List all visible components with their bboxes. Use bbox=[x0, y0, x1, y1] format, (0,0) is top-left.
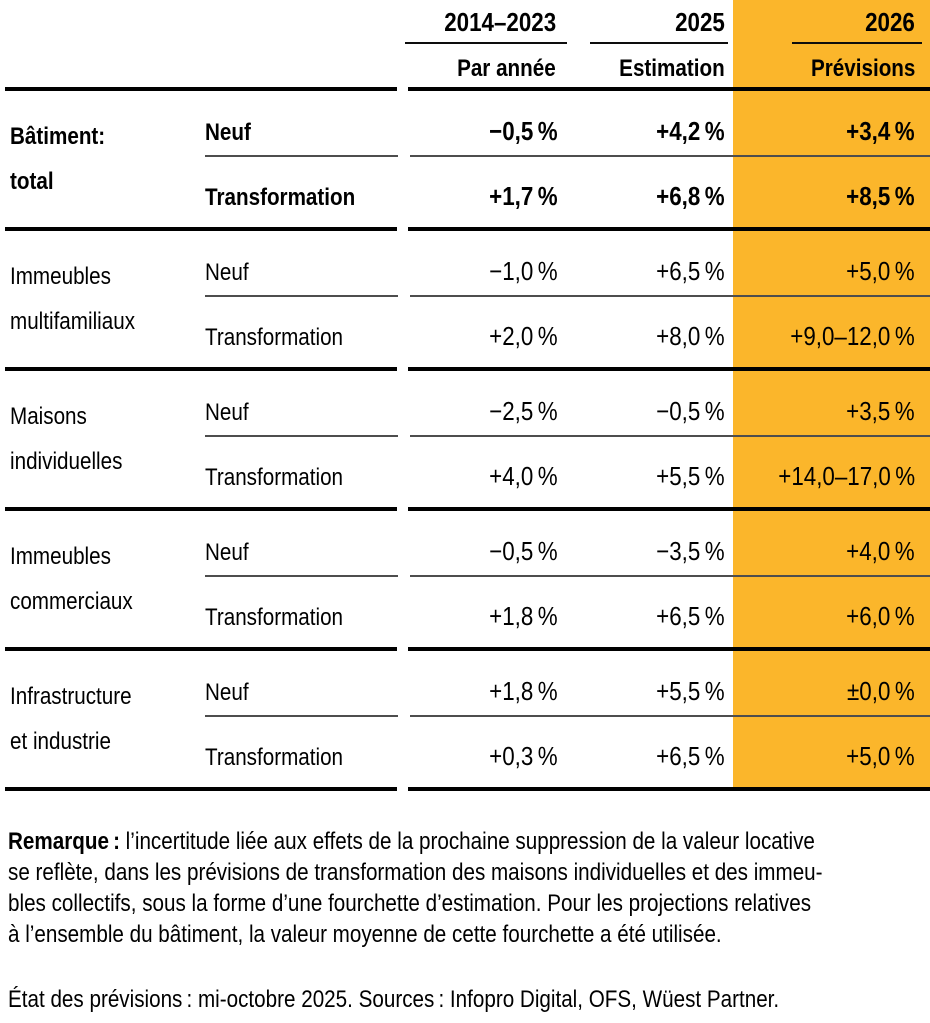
note-line: l’incertitude liée aux effets de la prochaine suppression de la valeur locative bbox=[119, 828, 815, 855]
row-type-label: Transformation bbox=[205, 744, 344, 771]
value-cell-highlighted: +4,0 % bbox=[846, 536, 915, 566]
value-cell: +8,0 % bbox=[656, 321, 725, 351]
row-type-label: Neuf bbox=[205, 399, 249, 426]
table-row-transformation bbox=[0, 157, 930, 227]
column-header-2026 bbox=[733, 0, 930, 83]
row-type-label: Transformation bbox=[205, 184, 356, 211]
row-type-label: Neuf bbox=[205, 259, 249, 286]
value-cell: +1,8 % bbox=[489, 676, 558, 706]
column-subheader: Prévisions bbox=[810, 55, 915, 82]
table-row-neuf bbox=[0, 231, 930, 295]
value-cell: +1,7 % bbox=[489, 181, 558, 211]
table-row-transformation bbox=[0, 297, 930, 367]
value-cell: −0,5 % bbox=[656, 396, 725, 426]
column-subheader: Par année bbox=[457, 55, 556, 82]
period-label: 2025 bbox=[675, 7, 725, 37]
header-underline bbox=[792, 42, 922, 44]
row-type-label: Neuf bbox=[205, 119, 251, 146]
table-section-immeubles-commerciaux bbox=[0, 511, 930, 651]
value-cell: +4,0 % bbox=[489, 461, 558, 491]
category-label: Bâtiment: total bbox=[10, 123, 106, 195]
table-row-neuf bbox=[0, 371, 930, 435]
table-row-neuf bbox=[0, 651, 930, 715]
table-row-neuf bbox=[0, 91, 930, 155]
period-label: 2026 bbox=[865, 7, 915, 37]
header-underline bbox=[405, 42, 567, 44]
column-header-2014-2023 bbox=[400, 0, 568, 83]
column-subheader: Estimation bbox=[619, 55, 725, 82]
value-cell-highlighted: +3,4 % bbox=[846, 116, 915, 146]
row-type-label: Transformation bbox=[205, 464, 344, 491]
category-label: Immeubles commerciaux bbox=[10, 543, 133, 615]
value-cell: +1,8 % bbox=[489, 601, 558, 631]
value-cell: +6,8 % bbox=[656, 181, 725, 211]
section-divider bbox=[0, 787, 930, 791]
category-label: Infrastructure et industrie bbox=[10, 683, 132, 755]
row-type-label: Transformation bbox=[205, 324, 344, 351]
value-cell: +5,5 % bbox=[656, 461, 725, 491]
value-cell: −2,5 % bbox=[489, 396, 558, 426]
value-cell-highlighted: ±0,0 % bbox=[847, 676, 915, 706]
table-row-transformation bbox=[0, 437, 930, 507]
value-cell-highlighted: +9,0–12,0 % bbox=[790, 321, 915, 351]
value-cell-highlighted: +5,0 % bbox=[846, 741, 915, 771]
note-line: bles collectifs, sous la forme d’une fourchette d’estimation. Pour les projections relatives bbox=[8, 890, 812, 917]
period-label: 2014–2023 bbox=[444, 7, 556, 37]
table-section-maisons-individuelles bbox=[0, 371, 930, 511]
value-cell: +6,5 % bbox=[656, 601, 725, 631]
value-cell-highlighted: +3,5 % bbox=[846, 396, 915, 426]
value-cell: −0,5 % bbox=[489, 536, 558, 566]
row-type-label: Neuf bbox=[205, 539, 249, 566]
value-cell-highlighted: +5,0 % bbox=[846, 256, 915, 286]
header-underline bbox=[590, 42, 728, 44]
table-section-batiment-total bbox=[0, 91, 930, 231]
table-row-neuf bbox=[0, 511, 930, 575]
table-row-transformation bbox=[0, 577, 930, 647]
value-cell-highlighted: +8,5 % bbox=[846, 181, 915, 211]
row-type-label: Neuf bbox=[205, 679, 249, 706]
value-cell-highlighted: +14,0–17,0 % bbox=[778, 461, 915, 491]
category-label: Immeubles multifamiliaux bbox=[10, 263, 136, 335]
note-label: Remarque : bbox=[8, 828, 120, 855]
note-line: se reflète, dans les prévisions de transformation des maisons individuelles et des immeu- bbox=[8, 859, 823, 886]
value-cell: +6,5 % bbox=[656, 256, 725, 286]
value-cell: +4,2 % bbox=[656, 116, 725, 146]
value-cell: +0,3 % bbox=[489, 741, 558, 771]
value-cell: +5,5 % bbox=[656, 676, 725, 706]
value-cell: −1,0 % bbox=[489, 256, 558, 286]
value-cell: −3,5 % bbox=[656, 536, 725, 566]
category-label: Maisons individuelles bbox=[10, 403, 123, 475]
table-row-transformation bbox=[0, 717, 930, 787]
source-line: État des prévisions : mi-octobre 2025. Sources : Infopro Digital, OFS, Wüest Partner. bbox=[8, 986, 780, 1013]
value-cell: +2,0 % bbox=[489, 321, 558, 351]
value-cell: −0,5 % bbox=[489, 116, 558, 146]
value-cell: +6,5 % bbox=[656, 741, 725, 771]
value-cell-highlighted: +6,0 % bbox=[846, 601, 915, 631]
column-header-2025 bbox=[568, 0, 733, 83]
note-paragraph bbox=[8, 826, 930, 950]
row-type-label: Transformation bbox=[205, 604, 344, 631]
table-section-infrastructure-industrie bbox=[0, 651, 930, 791]
table-header bbox=[0, 0, 930, 91]
table-section-immeubles-multifamiliaux bbox=[0, 231, 930, 371]
note-line: à l’ensemble du bâtiment, la valeur moyenne de cette fourchette a été utilisée. bbox=[8, 921, 722, 948]
